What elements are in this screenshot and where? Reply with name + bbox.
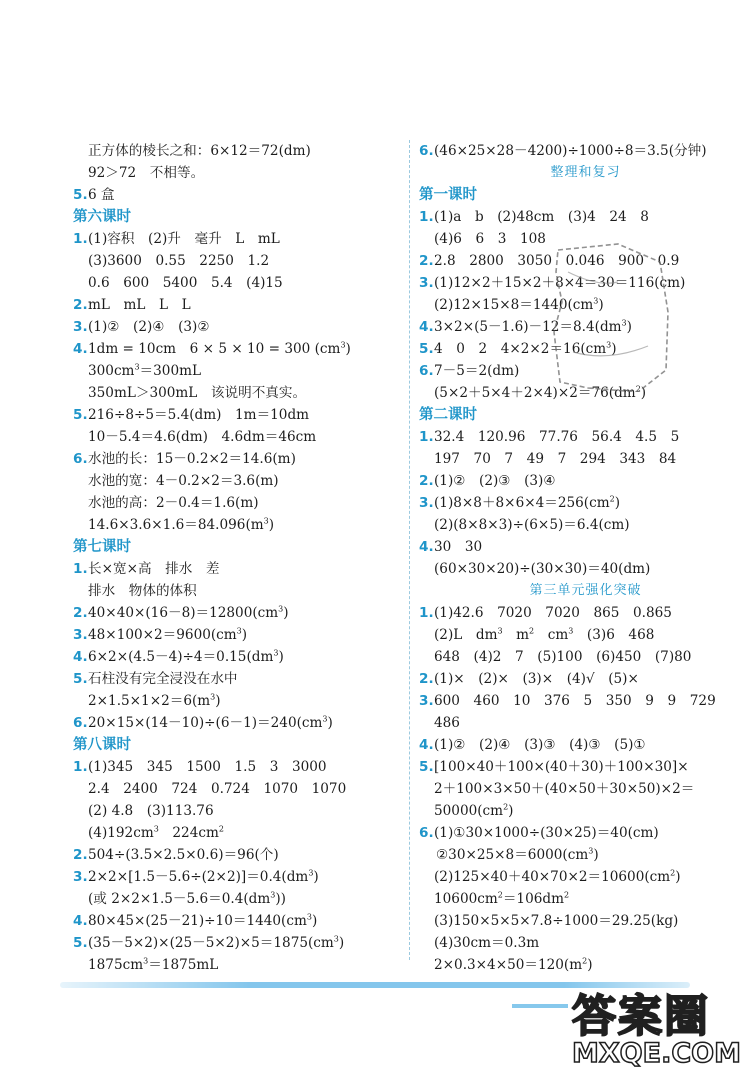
item-number: 4. — [73, 341, 88, 357]
section-heading: 第七课时 — [73, 539, 131, 555]
item-text: 600 460 10 376 5 350 9 9 729 — [434, 693, 716, 709]
answer-line — [73, 140, 403, 162]
answer-item — [73, 228, 403, 250]
line-text: (4)30cm＝0.3m — [434, 935, 540, 951]
item-number: 1. — [73, 231, 88, 247]
item-text: 2.8 2800 3050 0.046 900 0.9 — [434, 253, 680, 269]
item-text: 水池的长：15－0.2×2＝14.6(m) — [88, 451, 296, 467]
item-text: (1)345 345 1500 1.5 3 3000 — [88, 759, 327, 775]
answer-line — [73, 470, 403, 492]
answer-line — [73, 382, 403, 404]
answer-line — [419, 932, 737, 954]
line-text: 10－5.4＝4.6(dm) 4.6dm＝46cm — [88, 429, 317, 445]
item-text: $6\times 2\times(4.5-4)\div 4=0.15(dm^3)$ — [88, 648, 284, 665]
answer-line — [419, 558, 737, 580]
answer-item — [419, 140, 737, 162]
item-text: $80\times 45\times(25-21)\div 10=1440(cm^3)$ — [88, 912, 318, 929]
answer-item — [419, 426, 737, 448]
item-text: $3\times 2\times(5-1.6)-12=8.4(dm^3)$ — [434, 318, 632, 335]
answer-item — [419, 470, 737, 492]
item-number: 3. — [73, 869, 88, 885]
item-number: 4. — [73, 649, 88, 665]
answer-item — [73, 646, 403, 668]
item-number: 5. — [73, 935, 88, 951]
answer-item — [73, 932, 403, 954]
answer-item — [419, 690, 737, 712]
item-number: 1. — [419, 209, 434, 225]
answer-line — [73, 800, 403, 822]
answer-item — [73, 910, 403, 932]
answer-item — [73, 294, 403, 316]
line-text: $1875cm^3=1875mL$ — [88, 956, 219, 973]
line-text: 197 70 7 49 7 294 343 84 — [434, 451, 677, 467]
answer-line — [73, 954, 403, 976]
item-text: (1)× (2)× (3)× (4)√ (5)× — [434, 671, 639, 687]
watermark-url: MXQE.COM — [572, 1038, 741, 1069]
answer-line — [73, 690, 403, 712]
item-number: 4. — [419, 319, 434, 335]
item-text: 30 30 — [434, 539, 483, 555]
item-text: (1)a b (2)48cm (3)4 24 8 — [434, 209, 649, 225]
section-heading: 第一课时 — [419, 187, 477, 203]
answer-item — [419, 492, 737, 514]
answer-item — [419, 536, 737, 558]
answer-item — [73, 448, 403, 470]
item-text: 7－5＝2(dm) — [434, 363, 520, 379]
line-text: (3)3600 0.55 2250 1.2 — [88, 253, 270, 269]
item-text: mL mL L L — [88, 297, 191, 313]
answer-item — [73, 844, 403, 866]
answer-item — [73, 404, 403, 426]
item-number: 2. — [419, 253, 434, 269]
answer-line — [73, 250, 403, 272]
line-text: 350mL＞300mL 该说明不真实。 — [88, 385, 307, 401]
line-text: 2.4 2400 724 0.724 1070 1070 — [88, 781, 347, 797]
column-divider — [409, 140, 410, 960]
line-text: (60×30×20)÷(30×30)＝40(dm) — [434, 561, 651, 577]
item-number: 3. — [419, 275, 434, 291]
answer-line — [73, 162, 403, 184]
item-text: 32.4 120.96 77.76 56.4 4.5 5 — [434, 429, 680, 445]
item-text: $(35-5\times 2)\times(25-5\times 2)\times 5=1875(cm^3)$ — [88, 934, 345, 951]
answer-item — [419, 668, 737, 690]
item-text: (1)12×2＋15×2＋8×4＝30＝116(cm) — [434, 275, 686, 291]
handwritten-scribble-mark — [548, 242, 678, 392]
answer-item — [73, 316, 403, 338]
answer-item — [73, 184, 403, 206]
answer-line — [73, 514, 403, 536]
answer-item — [419, 734, 737, 756]
item-number: 5. — [73, 187, 88, 203]
line-text: 0.6 600 5400 5.4 (4)15 — [88, 275, 283, 291]
line-text: 92＞72 不相等。 — [88, 165, 205, 181]
line-text: 486 — [434, 715, 460, 731]
item-text: [100×40＋100×(40＋30)＋100×30]× — [434, 759, 689, 775]
item-text: 长×宽×高 排水 差 — [88, 561, 220, 577]
answer-line — [419, 866, 737, 888]
line-text: $(2)12\times 15\times 8=1440(cm^3)$ — [434, 296, 604, 313]
answer-item — [73, 558, 403, 580]
item-text: $2\times 2\times[1.5-5.6\div(2\times 2)]=0.4(dm^3)$ — [88, 868, 319, 885]
item-number: 5. — [73, 407, 88, 423]
page-number-line — [512, 1004, 568, 1008]
answer-line — [73, 360, 403, 382]
item-number: 1. — [73, 561, 88, 577]
item-number: 2. — [73, 297, 88, 313]
line-text: 水池的宽：4－0.2×2＝3.6(m) — [88, 473, 279, 489]
line-text: (2)L $dm^3$ $m^2$ $cm^3$ (3)6 468 — [434, 626, 655, 643]
chapter-title: 整理和复习 — [550, 165, 621, 180]
item-number: 3. — [73, 319, 88, 335]
chapter-title: 第三单元强化突破 — [529, 583, 642, 598]
answer-item — [73, 756, 403, 778]
item-number: 6. — [419, 143, 434, 159]
answer-item — [73, 712, 403, 734]
item-text: (1)容积 (2)升 毫升 L mL — [88, 231, 280, 247]
answer-line — [419, 448, 737, 470]
item-number: 3. — [419, 693, 434, 709]
line-text: (2)(8×8×3)÷(6×5)＝6.4(cm) — [434, 517, 630, 533]
answer-line — [419, 954, 737, 976]
answer-line — [73, 426, 403, 448]
item-number: 3. — [73, 627, 88, 643]
item-number: 2. — [419, 671, 434, 687]
item-number: 5. — [419, 341, 434, 357]
answer-line — [419, 514, 737, 536]
item-number: 3. — [419, 495, 434, 511]
item-text: $48\times 100\times 2=9600(cm^3)$ — [88, 626, 248, 643]
answer-item — [419, 602, 737, 624]
item-number: 5. — [419, 759, 434, 775]
answer-item — [419, 206, 737, 228]
line-text: $10600cm^2=106dm^2$ — [434, 890, 570, 907]
item-text: (1)①30×1000÷(30×25)＝40(cm) — [434, 825, 659, 841]
item-text: (1)② (2)④ (3)② — [88, 319, 210, 335]
answer-line — [73, 888, 403, 910]
answer-line — [73, 778, 403, 800]
watermark-title: 答案圈 — [572, 991, 710, 1042]
item-number: 1. — [419, 429, 434, 445]
item-number: 2. — [73, 847, 88, 863]
item-number: 2. — [419, 473, 434, 489]
item-text: (46×25×28－4200)÷1000÷8＝3.5(分钟) — [434, 143, 707, 159]
answer-line — [419, 844, 737, 866]
item-text: (1)② (2)③ (3)④ — [434, 473, 556, 489]
item-text: 1dm = 10cm 6 × 5 × 10 = 300 $(cm^3)$ — [88, 340, 351, 357]
section-heading: 第六课时 — [73, 209, 131, 225]
line-text: $(5\times 2+5\times 4+2\times 4)\times 2=76(dm^2)$ — [434, 384, 647, 401]
footer-bar — [60, 982, 690, 988]
line-text: (或 $2\times 2\times 1.5-5.6=0.4(dm^3)$) — [88, 890, 286, 907]
section-heading: 第八课时 — [73, 737, 131, 753]
item-number: 1. — [73, 759, 88, 775]
item-text: 504÷(3.5×2.5×0.6)＝96(个) — [88, 847, 279, 863]
answer-line — [73, 580, 403, 602]
answer-line — [73, 272, 403, 294]
answer-item — [73, 866, 403, 888]
item-text: (1)② (2)④ (3)③ (4)③ (5)① — [434, 737, 646, 753]
line-text: 正方体的棱长之和：6×12＝72(dm) — [88, 143, 311, 159]
line-text: (4)6 6 3 108 — [434, 231, 546, 247]
line-text: $(2)125\times 40+40\times 70\times 2=10600(cm^2)$ — [434, 868, 681, 885]
line-text: $300cm^3=300mL$ — [88, 362, 202, 379]
left-answer-column — [73, 140, 403, 976]
item-number: 1. — [419, 605, 434, 621]
line-text: 水池的高：2－0.4＝1.6(m) — [88, 495, 259, 511]
answer-line — [419, 800, 737, 822]
item-text: $(1)8\times 8+8\times 6\times 4=256(cm^2)$ — [434, 494, 621, 511]
line-text: $50000(cm^2)$ — [434, 802, 514, 819]
line-text: $14.6\times 3.6\times 1.6=84.096(m^3)$ — [88, 516, 275, 533]
line-text: (3)150×5×5×7.8÷1000＝29.25(kg) — [434, 913, 679, 929]
item-text: 6 盒 — [88, 187, 115, 203]
answer-item — [73, 668, 403, 690]
answer-item — [419, 822, 737, 844]
line-text: $2\times 0.3\times 4\times 50=120(m^2)$ — [434, 956, 593, 973]
answer-line — [419, 624, 737, 646]
item-number: 6. — [73, 451, 88, 467]
answer-line — [73, 822, 403, 844]
item-number: 5. — [73, 671, 88, 687]
answer-line — [419, 888, 737, 910]
line-text: $2\times 1.5\times 1\times 2=6(m^3)$ — [88, 692, 221, 709]
item-text: $40\times 40\times(16-8)=12800(cm^3)$ — [88, 604, 289, 621]
item-text: 4 0 2 $4\times 2\times 2=16(cm^3)$ — [434, 340, 617, 357]
item-text: 216÷8÷5＝5.4(dm) 1m＝10dm — [88, 407, 310, 423]
answer-item — [73, 338, 403, 360]
line-text: 排水 物体的体积 — [88, 583, 197, 599]
answer-line — [73, 492, 403, 514]
answer-line — [419, 910, 737, 932]
answer-item — [73, 602, 403, 624]
line-text: (2) 4.8 (3)113.76 — [88, 803, 214, 819]
item-number: 6. — [419, 825, 434, 841]
section-heading: 第二课时 — [419, 407, 477, 423]
answer-item — [73, 624, 403, 646]
line-text: 2＋100×3×50＋(40×50＋30×50)×2＝ — [434, 781, 695, 797]
item-number: 4. — [73, 913, 88, 929]
item-text: 石柱没有完全浸没在水中 — [88, 671, 238, 687]
line-text: 648 (4)2 7 (5)100 (6)450 (7)80 — [434, 649, 692, 665]
watermark-logo — [572, 991, 742, 1070]
item-number: 2. — [73, 605, 88, 621]
answer-line — [419, 778, 737, 800]
item-text: (1)42.6 7020 7020 865 0.865 — [434, 605, 672, 621]
item-number: 6. — [73, 715, 88, 731]
answer-line — [419, 646, 737, 668]
item-number: 4. — [419, 539, 434, 555]
item-number: 6. — [419, 363, 434, 379]
answer-line — [419, 712, 737, 734]
line-text: $②30\times 25\times 8=6000(cm^3)$ — [436, 846, 599, 863]
item-number: 4. — [419, 737, 434, 753]
item-text: $20\times 15\times(14-10)\div(6-1)=240(cm^3)$ — [88, 714, 333, 731]
line-text: $(4)192cm^3$ $224cm^2$ — [88, 824, 224, 841]
answer-item — [419, 756, 737, 778]
